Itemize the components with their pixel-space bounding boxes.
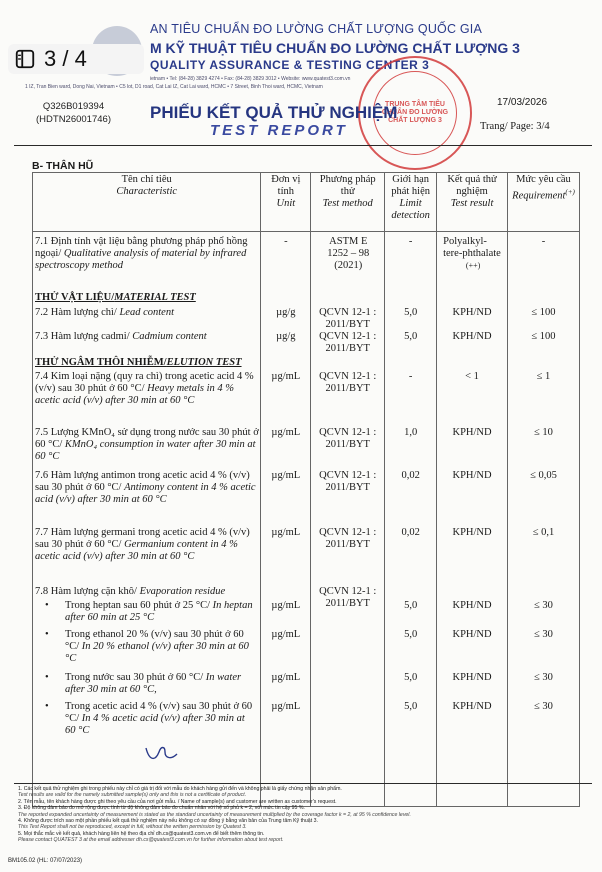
row-7-1-result — [443, 236, 503, 272]
limit-cell — [385, 232, 437, 807]
row-7-2-method: QCVN 12-1 : 2011/BYT — [319, 307, 377, 330]
residue-heptan — [45, 600, 261, 624]
row-7-5-char-vn: 7.5 Lượng KMnO₄ sử dụng trong nước sau 30 phút ở 60 °C/ — [35, 427, 259, 450]
handwritten-initial — [143, 742, 183, 766]
report-title-en: TEST REPORT — [210, 122, 348, 139]
residue-ethanol-vn: Trong ethanol 20 % (v/v) sau 30 phút ở 60 °C/ — [65, 629, 244, 652]
report-code: Q326B019394 — [42, 101, 105, 112]
col-requirement-vn: Mức yêu cầu — [516, 174, 571, 185]
row-7-1-unit: - — [284, 236, 288, 247]
residue-ethanol — [45, 629, 255, 665]
row-7-5-limit: 1,0 — [404, 427, 418, 438]
row-7-3-char-vn: 7.3 Hàm lượng cadmi/ — [35, 331, 130, 342]
row-7-1-char — [35, 236, 260, 272]
residue-acetic — [45, 701, 255, 737]
report-title-vn: PHIẾU KẾT QUẢ THỬ NGHIỆM — [150, 103, 398, 122]
note-3: 3. Độ không đảm bảo đo mở rộng được tính từ độ không đảm bảo đo chuẩn nhân với hệ số phủ k = 2, với mức tin cậy 95 %. — [18, 805, 305, 812]
residue-ethanol-en: In 20 % ethanol (v/v) after 30 min at 60 °C — [65, 641, 249, 664]
row-7-6-unit: µg/mL — [271, 470, 301, 481]
row-7-7-unit: µg/mL — [271, 527, 301, 538]
row-7-4-limit: - — [408, 371, 413, 382]
unit-cell — [261, 232, 311, 807]
residue-water-vn: Trong nước sau 30 phút ở 60 °C/ — [65, 672, 204, 683]
row-7-3-result: KPH/ND — [452, 331, 492, 342]
residue-water-limit: 5,0 — [404, 672, 418, 683]
row-7-8-method: QCVN 12-1 : 2011/BYT — [319, 586, 377, 609]
row-7-3-method: QCVN 12-1 : 2011/BYT — [319, 331, 377, 354]
form-code: BM105.02 (HL: 07/07/2023) — [8, 858, 83, 864]
row-7-2-unit: µg/g — [276, 307, 296, 318]
bullet-icon: • — [45, 672, 49, 683]
col-characteristic-en: Characteristic — [116, 186, 178, 197]
footer-notes — [18, 786, 598, 844]
col-limit-vn: Giới hạn phát hiện — [391, 174, 431, 197]
residue-water-unit: µg/mL — [271, 672, 301, 683]
agency-name: M KỸ THUẬT TIÊU CHUẨN ĐO LƯỜNG CHẤT LƯỢNG 3 — [150, 40, 520, 56]
stamp-text: TRUNG TÂM TIÊU CHUẨN ĐO LƯỜNG CHẤT LƯỢNG 3 — [373, 71, 457, 155]
page-number: Trang/ Page: 3/4 — [480, 121, 550, 132]
col-result-vn: Kết quả thử nghiệm — [447, 174, 497, 197]
row-7-6-limit: 0,02 — [401, 470, 420, 481]
material-test-heading-vn: THỬ VẬT LIỆU/ — [35, 292, 115, 303]
bullet-icon: • — [45, 600, 49, 611]
note-1: 1. Các kết quả thử nghiệm ghi trong phiếu này chỉ có giá trị đối với mẫu do khách hàng gửi đến và không phải là giấy chứng nhận sản phẩm. — [18, 786, 342, 792]
row-7-2-char-en: Lead content — [119, 307, 174, 318]
row-7-6-req: ≤ 0,05 — [530, 470, 557, 481]
residue-water-req: ≤ 30 — [534, 672, 553, 683]
note-2: 2. Tên mẫu, tên khách hàng được ghi theo yêu cầu của nơi gửi mẫu. / Name of sample(s) and customer are written as customer's request. — [18, 798, 337, 805]
row-7-6-method: QCVN 12-1 : 2011/BYT — [319, 470, 377, 493]
col-unit — [261, 173, 311, 232]
row-7-1-method: ASTM E 1252 – 98 (2021) — [327, 236, 370, 271]
row-7-3-char — [35, 331, 207, 343]
col-unit-vn: Đơn vị tính — [271, 174, 301, 197]
residue-heptan-result: KPH/ND — [452, 600, 492, 611]
col-unit-en: Unit — [276, 198, 296, 209]
row-7-4-char-en: Heavy metals in 4 % acetic acid (v/v) after 30 min at 60 °C — [35, 383, 235, 406]
note-4: 4. Không được trích sao một phần phiếu kết quả thử nghiệm này nếu không có sự đồng ý bằng văn bản của Trung tâm Kỹ thuật 3. — [18, 818, 318, 825]
row-7-2-char — [35, 307, 174, 319]
residue-heptan-req: ≤ 30 — [534, 600, 553, 611]
row-7-6-char-en: Antimony content in 4 % acetic acid (v/v) after 30 min at 60 °C — [35, 482, 256, 505]
row-7-7-result: KPH/ND — [452, 527, 492, 538]
elution-test-heading-vn: THỬ NGÂM THÔI NHIỄM/ — [35, 357, 167, 368]
row-7-8-char-en: Evaporation residue — [139, 586, 226, 597]
residue-ethanol-unit: µg/mL — [271, 629, 301, 640]
page-counter: 3 / 4 — [44, 46, 87, 71]
col-result — [437, 173, 508, 232]
row-7-4-char-vn: 7.4 Kim loại nặng (quy ra chì) trong acetic acid 4 % (v/v) sau 30 phút ở 60 °C/ — [35, 371, 254, 394]
characteristic-cell — [33, 232, 261, 807]
note-5: 5. Mọi thắc mắc về kết quả, khách hàng liên hệ theo địa chỉ dh.cs@quatest3.com.vn để biết thêm thông tin. — [18, 830, 265, 837]
material-test-heading-en: MATERIAL TEST — [114, 292, 196, 303]
row-7-4-req: ≤ 1 — [536, 371, 551, 382]
residue-acetic-unit: µg/mL — [271, 701, 301, 712]
row-7-8-char — [35, 586, 225, 598]
residue-heptan-en: In heptan after 60 min at 25 °C — [65, 600, 253, 623]
row-7-2-result: KPH/ND — [452, 307, 492, 318]
requirement-cell — [507, 232, 579, 807]
agency-address: 1 IZ, Tran Bien ward, Dong Nai, Vietnam • C5 lot, D1 road, Cat Lai IZ, Cat Lai ward, HCMC • 7 Street, Binh Thoi ward, HCMC, Vietnam — [25, 84, 323, 90]
note-5-en: Please contact QUATEST 3 at the email addresser dh.cs@quatest3.com.vn for further information about test report. — [18, 837, 284, 844]
section-title: B- THÂN HŨ — [32, 160, 94, 172]
col-characteristic — [33, 173, 261, 232]
row-7-3-char-en: Cadmium content — [132, 331, 207, 342]
row-7-1-result-mark: (++) — [465, 261, 481, 270]
residue-ethanol-result: KPH/ND — [452, 629, 492, 640]
residue-water-en: In water after 30 min at 60 °C, — [65, 672, 242, 695]
row-7-4-unit: µg/mL — [271, 371, 301, 382]
row-7-4-char — [35, 371, 260, 407]
request-code: (HDTN26001746) — [36, 114, 111, 125]
agency-name-en: QUALITY ASSURANCE & TESTING CENTER 3 — [150, 58, 430, 72]
row-7-5-char-en: KMnO₄ consumption in water after 30 min at 60 °C — [35, 439, 256, 462]
row-7-7-char — [35, 527, 260, 563]
row-7-2-char-vn: 7.2 Hàm lượng chì/ — [35, 307, 117, 318]
residue-acetic-vn: Trong acetic acid 4 % (v/v) sau 30 phút ở 60 °C/ — [65, 701, 253, 724]
row-7-8-char-vn: 7.8 Hàm lượng cặn khô/ — [35, 586, 137, 597]
col-method-vn: Phương pháp thử — [319, 174, 376, 197]
residue-ethanol-limit: 5,0 — [404, 629, 418, 640]
residue-heptan-vn: Trong heptan sau 60 phút ở 25 °C/ — [65, 600, 210, 611]
residue-acetic-en: In 4 % acetic acid (v/v) after 30 min at 60 °C — [65, 713, 245, 736]
report-codes — [36, 100, 111, 126]
bullet-icon: • — [45, 701, 49, 712]
bullet-icon: • — [45, 629, 49, 640]
row-7-1-char-vn: 7.1 Định tính vật liệu bằng phương pháp phổ hồng ngoại/ — [35, 236, 248, 259]
col-limit-en: Limit detection — [391, 198, 430, 221]
page-thumbnail-icon — [14, 48, 36, 70]
row-7-5-result: KPH/ND — [452, 427, 492, 438]
col-method-en: Test method — [322, 198, 373, 209]
row-7-6-char-vn: 7.6 Hàm lượng antimon trong acetic acid 4 % (v/v) sau 30 phút ở 60 °C/ — [35, 470, 250, 493]
note-3-en: The reported expanded uncertainty of measurement is stated as the standard uncertainty of measurement multiplied by the coverage factor k = 2, at 95 % confidence level. — [18, 811, 411, 818]
residue-acetic-result: KPH/ND — [452, 701, 492, 712]
method-cell — [311, 232, 385, 807]
agency-contact: ietnam • Tel: (84-28) 3829 4274 • Fax: (84-28) 3829 3012 • Website: www.quatest3.com.vn — [150, 76, 351, 82]
residue-water — [45, 672, 261, 696]
elution-test-heading — [35, 357, 242, 369]
row-7-7-char-vn: 7.7 Hàm lượng germani trong acetic acid 4 % (v/v) sau 30 phút ở 60 °C/ — [35, 527, 250, 550]
residue-acetic-req: ≤ 30 — [534, 701, 553, 712]
row-7-4-result: < 1 — [465, 371, 479, 382]
row-7-1-req: - — [541, 236, 546, 247]
row-7-6-char — [35, 470, 260, 506]
residue-acetic-limit: 5,0 — [404, 701, 418, 712]
results-table — [32, 172, 580, 807]
col-requirement-en: Requirement — [512, 190, 566, 202]
row-7-2-req: ≤ 100 — [531, 307, 556, 318]
row-7-3-unit: µg/g — [276, 331, 296, 342]
row-7-5-req: ≤ 10 — [534, 427, 553, 438]
header-rule — [14, 145, 592, 146]
col-limit — [385, 173, 437, 232]
residue-heptan-unit: µg/mL — [271, 600, 301, 611]
row-7-1-result-value: Polyalkyl-tere-phthalate — [443, 236, 501, 259]
row-7-7-char-en: Germanium content in 4 % acetic acid (v/v) after 30 min at 60 °C — [35, 539, 238, 562]
material-test-heading — [35, 292, 196, 304]
row-7-7-req: ≤ 0,1 — [532, 527, 555, 538]
row-7-2-limit: 5,0 — [404, 307, 418, 318]
col-requirement — [507, 173, 579, 232]
note-4-en: This Test Report shall not be reproduced, except in full, without the written permission by Quatest 3. — [18, 824, 247, 831]
row-7-5-unit: µg/mL — [271, 427, 301, 438]
agency-top-line: AN TIÊU CHUẨN ĐO LƯỜNG CHẤT LƯỢNG QUỐC GIA — [150, 22, 483, 36]
row-7-1-char-en: Qualitative analysis of material by infrared spectroscopy method — [35, 248, 247, 271]
row-7-1-limit: - — [408, 236, 413, 247]
page-counter-badge[interactable] — [8, 44, 144, 74]
col-requirement-mark: (+) — [565, 188, 575, 196]
col-characteristic-vn: Tên chỉ tiêu — [121, 174, 172, 185]
col-method — [311, 173, 385, 232]
row-7-3-limit: 5,0 — [404, 331, 418, 342]
row-7-5-char — [35, 427, 260, 463]
row-7-7-method: QCVN 12-1 : 2011/BYT — [319, 527, 377, 550]
col-result-en: Test result — [450, 198, 494, 209]
footer-rule — [14, 783, 592, 784]
row-7-6-result: KPH/ND — [452, 470, 492, 481]
elution-test-heading-en: ELUTION TEST — [166, 357, 242, 368]
report-date: 17/03/2026 — [497, 97, 548, 108]
residue-ethanol-req: ≤ 30 — [534, 629, 553, 640]
row-7-4-method: QCVN 12-1 : 2011/BYT — [319, 371, 377, 394]
row-7-3-req: ≤ 100 — [531, 331, 556, 342]
row-7-7-limit: 0,02 — [401, 527, 420, 538]
result-cell — [437, 232, 508, 807]
row-7-5-method: QCVN 12-1 : 2011/BYT — [319, 427, 377, 450]
residue-heptan-limit: 5,0 — [404, 600, 418, 611]
note-1-en: Test results are valid for the namely submitted sample(s) only and this is not a certificate of product. — [18, 792, 247, 799]
residue-water-result: KPH/ND — [452, 672, 492, 683]
